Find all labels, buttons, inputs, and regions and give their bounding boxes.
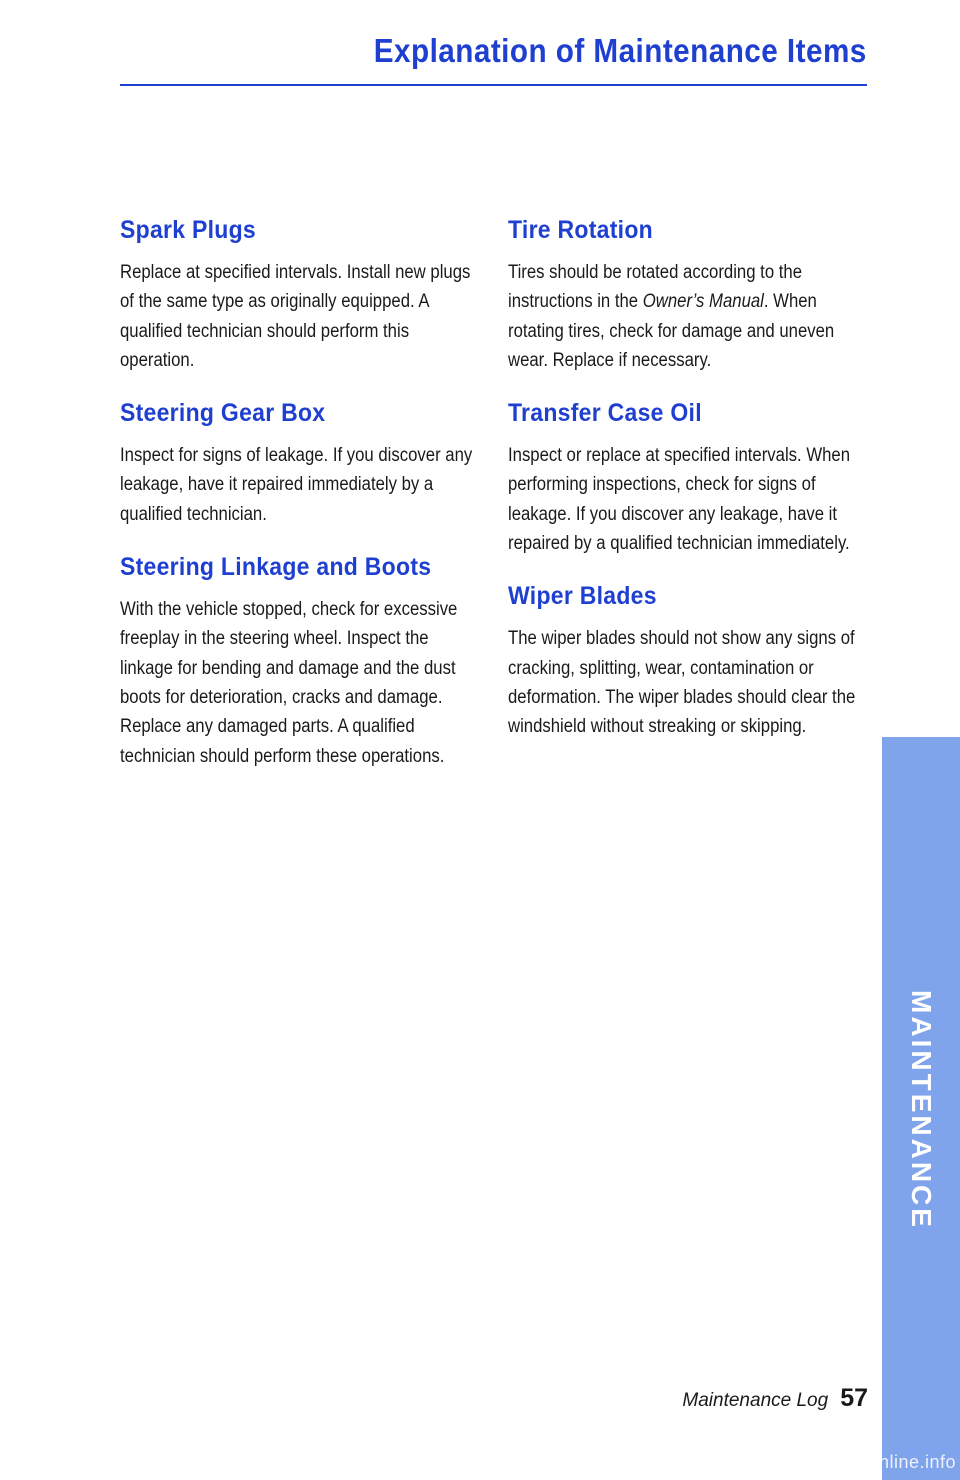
footer-label: Maintenance Log	[682, 1390, 829, 1411]
section-heading: Tire Rotation	[508, 216, 654, 244]
section-body: Replace at specified intervals. Install new plugs of the same type as originally equipped. A qualified technician should perform this operation.	[120, 262, 471, 371]
section-heading: Steering Linkage and Boots	[120, 553, 432, 582]
section-body: Inspect for signs of leakage. If you discover any leakage, have it repaired immediately by a qualified technician.	[120, 445, 473, 525]
section-heading: Steering Gear Box	[120, 399, 326, 428]
side-tab-label: MAINTENANCE	[906, 990, 937, 1230]
right-column	[508, 212, 870, 762]
body-text: . When rotating tires, check for damage and uneven wear. Replace if necessary.	[508, 291, 835, 371]
section-heading: Transfer Case Oil	[508, 399, 702, 428]
section-steering-linkage-and-boots	[120, 549, 482, 771]
owners-manual-reference: Owner’s Manual	[642, 291, 764, 313]
section-spark-plugs	[120, 212, 482, 375]
section-body	[508, 258, 871, 375]
left-column	[120, 212, 482, 791]
section-steering-gear-box	[120, 395, 482, 529]
section-tire-rotation	[508, 212, 870, 375]
section-heading: Wiper Blades	[508, 582, 657, 611]
body-text: Tires should be rotated according to the instructions in the	[508, 262, 803, 313]
section-wiper-blades	[508, 578, 870, 741]
page-number: 57	[840, 1384, 868, 1412]
page-title: Explanation of Maintenance Items	[373, 32, 867, 69]
page-header	[120, 32, 867, 86]
section-body: The wiper blades should not show any signs of cracking, splitting, wear, contamination or deformation. The wiper blades should clear the windshield without streaking or skipping.	[508, 628, 856, 738]
section-body: Inspect or replace at specified intervals. When performing inspections, check for signs of leakage. If you discover any leakage, have it repaired by a qualified technician immediately.	[508, 445, 851, 555]
section-heading: Spark Plugs	[120, 216, 256, 244]
watermark: carmanualsonline.info	[770, 1452, 956, 1472]
section-transfer-case-oil	[508, 395, 870, 558]
page-footer	[682, 1384, 868, 1413]
section-body: With the vehicle stopped, check for excessive freeplay in the steering wheel. Inspect the linkage for bending and damage and the dust boots for deterioration, cracks and damage. Replace any damaged parts. A qualified technician should perform these operations.	[120, 599, 458, 767]
